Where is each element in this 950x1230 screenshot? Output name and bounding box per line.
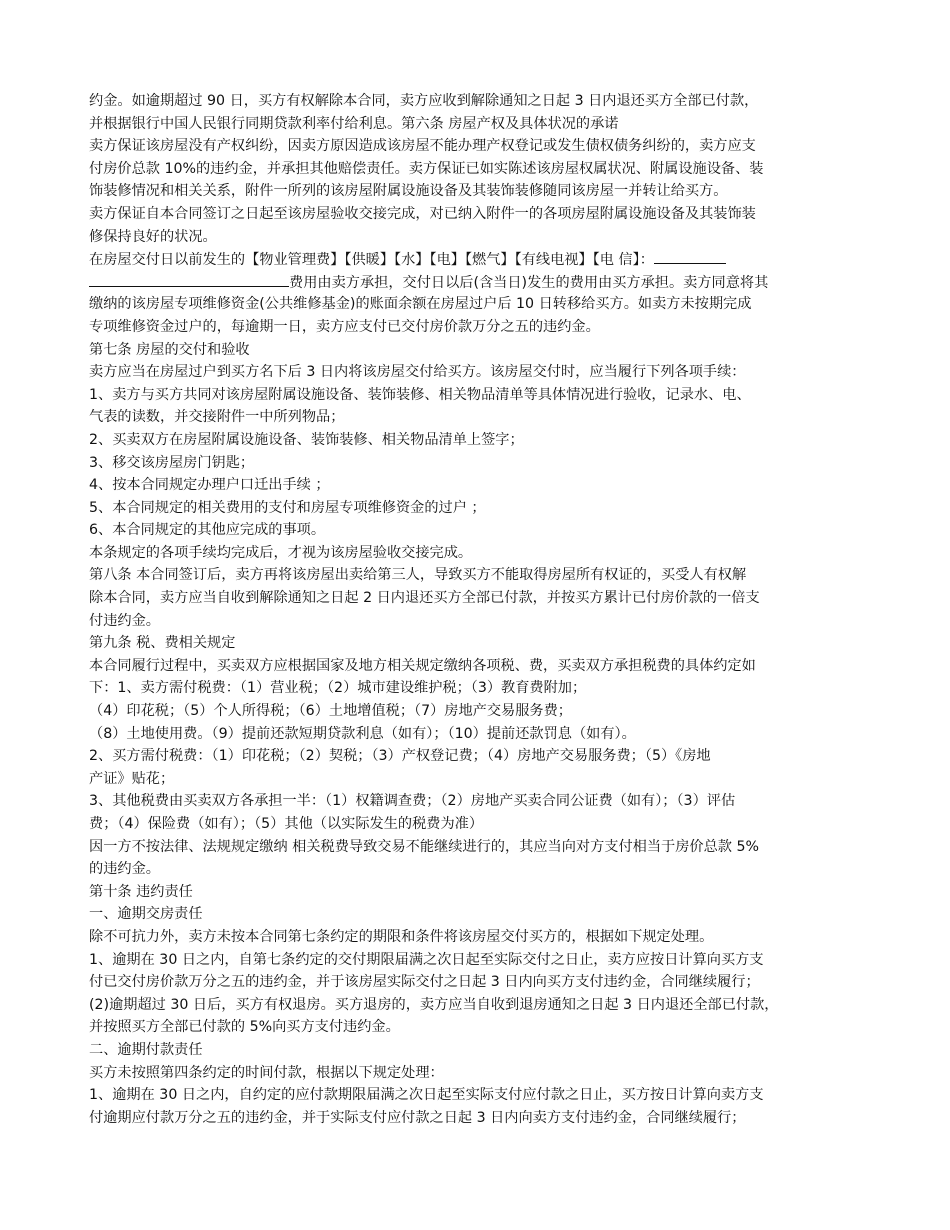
text-line: 1、逾期在 30 日之内，自第七条约定的交付期限届满之次日起至实际交付之日止，卖方应按日计算向买方支 (89, 951, 764, 968)
text-line: 付已交付房价款万分之五的违约金，并于该房屋实际交付之日起 3 日内向买方支付违约金，合同继续履行； (89, 974, 760, 991)
text-line: 4、按本合同规定办理户口迁出手续 ； (89, 477, 330, 494)
text-line: 除不可抗力外，卖方未按本合同第七条约定的期限和条件将该房屋交付买方的，根据如下规定处理。 (89, 928, 714, 945)
text-line: 并按照买方全部已付款的 5%向买方支付违约金。 (89, 1019, 400, 1036)
text-line: 并根据银行中国人民银行同期贷款利率付给利息。第六条 房屋产权及具体状况的承诺 (89, 115, 619, 132)
text-line: 付逾期应付款万分之五的违约金，并于实际支付应付款之日起 3 日内向卖方支付违约金，合同继续履行； (89, 1109, 746, 1126)
text-line: 本合同履行过程中，买卖双方应根据国家及地方相关规定缴纳各项税、费，买卖双方承担税费的具体约定如 (89, 657, 756, 674)
fill-blank (654, 248, 726, 264)
text-line: 下：1、卖方需付税费：（1）营业税；（2）城市建设维护税；（3）教育费附加； (89, 680, 587, 697)
fill-blank (89, 271, 289, 287)
text-line: 买方未按照第四条约定的时间付款，根据以下规定处理： (89, 1064, 444, 1081)
text-line: (2)逾期超过 30 日后，买方有权退房。买方退房的，卖方应当自收到退房通知之日起 3 日内退还全部已付款， (89, 996, 779, 1013)
text-line: 缴纳的该房屋专项维修资金(公共维修基金)的账面余额在房屋过户后 10 日转移给买方。如卖方未按期完成 (89, 296, 752, 313)
text-line: 卖方保证自本合同签订之日起至该房屋验收交接完成，对已纳入附件一的各项房屋附属设施设备及其装饰装 (89, 205, 756, 222)
text-line: 产证》贴花； (89, 770, 175, 787)
text-line: 1、逾期在 30 日之内，自约定的应付款期限届满之次日起至实际支付应付款之日止，买方按日计算向卖方支 (89, 1087, 764, 1104)
text-line: 付房价总款 10%的违约金，并承担其他赔偿责任。卖方保证已如实陈述该房屋权属状况、附属设施设备、装 (89, 160, 764, 177)
text-line: 第八条 本合同签订后，卖方再将该房屋出卖给第三人，导致买方不能取得房屋所有权证的，买受人有权解 (89, 567, 747, 584)
text-line: 付违约金。 (89, 612, 160, 629)
text-line: 6、本合同规定的其他应完成的事项。 (89, 522, 326, 539)
text-line: 1、卖方与买方共同对该房屋附属设施设备、装饰装修、相关物品清单等具体情况进行验收，记录水、电、 (89, 386, 751, 403)
text-line: 饰装修情况和相关关系，附件一所列的该房屋附属设施设备及其装饰装修随同该房屋一并转让给买方。 (89, 183, 728, 200)
section-heading: 第七条 房屋的交付和验收 (89, 341, 250, 358)
fee-clause-text: 费用由卖方承担，交付日以后(含当日)发生的费用由买方承担。卖方同意将其 (289, 274, 769, 291)
text-line: 3、移交该房屋房门钥匙； (89, 454, 255, 471)
text-line-with-blank (89, 271, 861, 294)
text-line: 除本合同，卖方应当自收到解除通知之日起 2 日内退还买方全部已付款，并按买方累计已付房价款的一倍支 (89, 590, 760, 607)
text-line: 卖方应当在房屋过户到买方名下后 3 日内将该房屋交付给买方。该房屋交付时，应当履行下列各项手续： (89, 364, 746, 381)
section-heading: 第十条 违约责任 (89, 883, 193, 900)
text-line: 3、其他税费由买卖双方各承担一半：（1）权籍调查费；（2）房地产买卖合同公证费（如有）；（3）评估 (89, 793, 736, 810)
text-line: 修保持良好的状况。 (89, 228, 217, 245)
subsection-heading: 二、逾期付款责任 (89, 1041, 203, 1058)
text-line: 因一方不按法律、法规规定缴纳 相关税费导致交易不能继续进行的，其应当向对方支付相当于房价总款 5% (89, 838, 759, 855)
text-line-with-blank (89, 248, 861, 271)
text-line: 气表的读数，并交接附件一中所列物品； (89, 409, 345, 426)
section-heading: 第九条 税、费相关规定 (89, 635, 236, 652)
text-line: 约金。如逾期超过 90 日，买方有权解除本合同，卖方应收到解除通知之日起 3 日内退还买方全部已付款， (89, 93, 759, 109)
text-line: 费；（4）保险费（如有）；（5）其他（以实际发生的税费为准） (89, 816, 484, 832)
contract-page (89, 90, 861, 1129)
text-line: 2、买卖双方在房屋附属设施设备、装饰装修、相关物品清单上签字； (89, 431, 524, 448)
text-line: 的违约金。 (89, 861, 160, 878)
text-line: （8）土地使用费。（9）提前还款短期贷款利息（如有）；（10）提前还款罚息（如有）。 (89, 725, 636, 742)
text-line: 卖方保证该房屋没有产权纠纷，因卖方原因造成该房屋不能办理产权登记或发生债权债务纠纷的，卖方应支 (89, 138, 756, 155)
fee-items-text: 在房屋交付日以前发生的【物业管理费】【供暖】【水】【电】【燃气】【有线电视】【电 信】： (89, 252, 654, 269)
text-line: 5、本合同规定的相关费用的支付和房屋专项维修资金的过户 ； (89, 499, 486, 516)
text-line: （4）印花税；（5）个人所得税；（6）土地增值税；（7）房地产交易服务费； (89, 703, 572, 720)
text-line: 2、买方需付税费：（1）印花税；（2）契税；（3）产权登记费；（4）房地产交易服务费；（5）《房地 (89, 748, 711, 765)
text-line: 专项维修资金过户的，每逾期一日，卖方应支付已交付房价款万分之五的违约金。 (89, 318, 600, 335)
text-line: 本条规定的各项手续均完成后，才视为该房屋验收交接完成。 (89, 544, 473, 561)
subsection-heading: 一、逾期交房责任 (89, 906, 203, 923)
